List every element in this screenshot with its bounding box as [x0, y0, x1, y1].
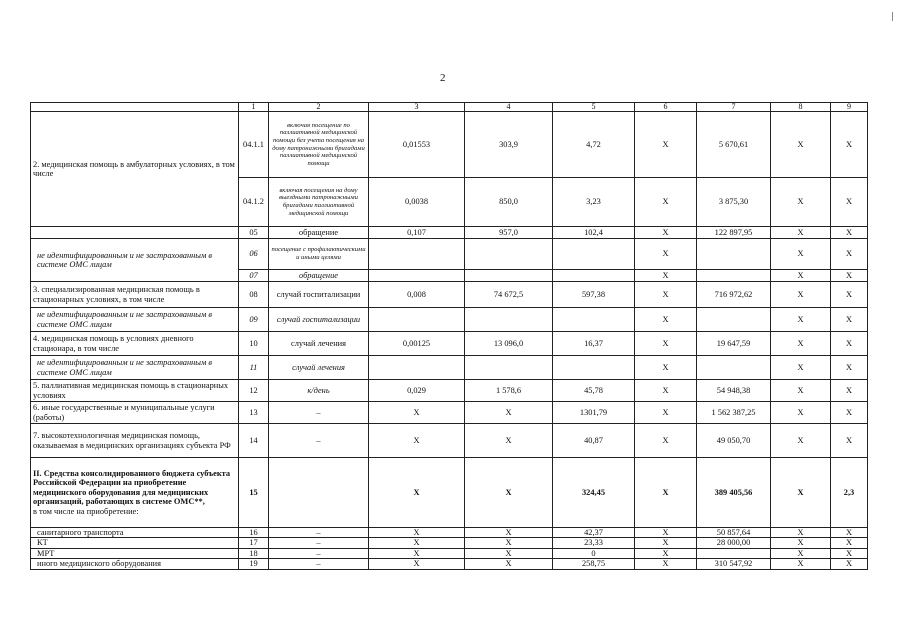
cell: X — [465, 458, 553, 528]
row-code: 12 — [239, 380, 269, 402]
cell: X — [771, 227, 831, 239]
cell: 310 547,92 — [697, 559, 771, 569]
row-label — [31, 458, 239, 528]
cell — [465, 308, 553, 332]
cell: X — [635, 332, 697, 356]
cell — [553, 239, 635, 270]
cell: X — [771, 402, 831, 424]
cell: 0,107 — [369, 227, 465, 239]
cell: X — [831, 112, 868, 178]
cell: X — [831, 227, 868, 239]
cell: X — [831, 380, 868, 402]
row-code: 06 — [239, 239, 269, 270]
row-code: 17 — [239, 538, 269, 548]
cell — [369, 239, 465, 270]
cell: X — [831, 548, 868, 558]
cell: X — [771, 380, 831, 402]
cell: X — [831, 270, 868, 282]
cell: 54 948,38 — [697, 380, 771, 402]
cell: 102,4 — [553, 227, 635, 239]
table-row — [31, 559, 868, 569]
header-cell: 5 — [553, 103, 635, 112]
cell: X — [771, 538, 831, 548]
cell: X — [771, 270, 831, 282]
cell: X — [369, 538, 465, 548]
cell: X — [635, 380, 697, 402]
row-unit: к/день — [269, 380, 369, 402]
cell: 2,3 — [831, 458, 868, 528]
cell: 28 000,00 — [697, 538, 771, 548]
row-label: иного медицинского оборудования — [31, 559, 239, 569]
cell: X — [635, 424, 697, 458]
cell: X — [771, 178, 831, 227]
cell: X — [771, 282, 831, 308]
cell: 122 897,95 — [697, 227, 771, 239]
cell: X — [771, 458, 831, 528]
cell: 850,0 — [465, 178, 553, 227]
cell — [697, 548, 771, 558]
cell: X — [771, 239, 831, 270]
cell: X — [831, 308, 868, 332]
table-row — [31, 308, 868, 332]
cell: X — [465, 559, 553, 569]
cell: 0,01553 — [369, 112, 465, 178]
row-code: 10 — [239, 332, 269, 356]
table-row — [31, 458, 868, 528]
column-number-row — [31, 103, 868, 112]
row-code: 04.1.1 — [239, 112, 269, 178]
cell: X — [369, 458, 465, 528]
cell: X — [635, 178, 697, 227]
cell — [369, 308, 465, 332]
row-label: МРТ — [31, 548, 239, 558]
cell: X — [465, 402, 553, 424]
section-sublabel: в том числе на приобретение: — [33, 506, 139, 516]
row-label: не идентифицированным и не застрахованным в системе ОМС лицам — [31, 239, 239, 282]
cell — [369, 356, 465, 380]
cell: X — [771, 112, 831, 178]
cell: X — [831, 528, 868, 538]
header-cell — [31, 103, 239, 112]
row-unit: – — [269, 538, 369, 548]
cell: X — [635, 270, 697, 282]
cell — [465, 270, 553, 282]
table-row — [31, 424, 868, 458]
row-code: 07 — [239, 270, 269, 282]
row-label: 3. специализированная медицинская помощь в стационарных условиях, в том числе — [31, 282, 239, 308]
table-row — [31, 239, 868, 270]
cell: 42,37 — [553, 528, 635, 538]
section-title: II. Средства консолидированного бюджета субъекта Российской Федерации на приобретение медицинского оборудования для медицинских организаций, работающих в системе ОМС**, — [33, 468, 231, 507]
cell: X — [369, 528, 465, 538]
cell: 19 647,59 — [697, 332, 771, 356]
cell: 1 578,6 — [465, 380, 553, 402]
cell: 23,33 — [553, 538, 635, 548]
cell — [553, 356, 635, 380]
page-number: 2 — [440, 72, 446, 84]
table-row — [31, 356, 868, 380]
financing-table — [30, 102, 868, 570]
cell: X — [635, 402, 697, 424]
row-unit: случай госпитализации — [269, 308, 369, 332]
row-code: 15 — [239, 458, 269, 528]
row-code: 19 — [239, 559, 269, 569]
header-cell: 8 — [771, 103, 831, 112]
row-unit: случай лечения — [269, 356, 369, 380]
cell: X — [635, 458, 697, 528]
cell — [465, 239, 553, 270]
cell: 0,008 — [369, 282, 465, 308]
cell: X — [635, 282, 697, 308]
table-row — [31, 282, 868, 308]
cell: X — [771, 548, 831, 558]
cell: X — [635, 356, 697, 380]
header-cell: 2 — [269, 103, 369, 112]
cell — [553, 270, 635, 282]
cell: X — [465, 538, 553, 548]
cell: X — [831, 178, 868, 227]
row-code: 11 — [239, 356, 269, 380]
table-row — [31, 227, 868, 239]
cell: 3 875,30 — [697, 178, 771, 227]
table-row — [31, 538, 868, 548]
table-row — [31, 112, 868, 178]
cell: X — [771, 424, 831, 458]
table-row — [31, 380, 868, 402]
cell — [465, 356, 553, 380]
cell: X — [369, 559, 465, 569]
cell: 597,38 — [553, 282, 635, 308]
cell: X — [771, 332, 831, 356]
cell: 389 405,56 — [697, 458, 771, 528]
cell: X — [831, 356, 868, 380]
cell: 40,87 — [553, 424, 635, 458]
cell: X — [831, 424, 868, 458]
cell: 74 672,5 — [465, 282, 553, 308]
cell: X — [635, 559, 697, 569]
row-code: 08 — [239, 282, 269, 308]
cell: X — [771, 528, 831, 538]
cell: X — [369, 424, 465, 458]
cell: X — [465, 548, 553, 558]
row-unit: – — [269, 528, 369, 538]
row-label: 6. иные государственные и муниципальные услуги (работы) — [31, 402, 239, 424]
row-unit: обращение — [269, 270, 369, 282]
table-row — [31, 548, 868, 558]
row-label: не идентифицированным и не застрахованным в системе ОМС лицам — [31, 308, 239, 332]
cell: 49 050,70 — [697, 424, 771, 458]
row-label: санитарного транспорта — [31, 528, 239, 538]
table-row — [31, 528, 868, 538]
header-cell: 9 — [831, 103, 868, 112]
cell: 3,23 — [553, 178, 635, 227]
cell: 45,78 — [553, 380, 635, 402]
cell: X — [831, 282, 868, 308]
cell: X — [831, 332, 868, 356]
cell: X — [635, 528, 697, 538]
cell: X — [635, 548, 697, 558]
cell: 258,75 — [553, 559, 635, 569]
row-code: 13 — [239, 402, 269, 424]
cell: X — [831, 239, 868, 270]
row-label: 2. медицинская помощь в амбулаторных условиях, в том числе — [31, 112, 239, 227]
row-label: 7. высокотехнологичная медицинская помощь, оказываемая в медицинских организациях субъекта РФ — [31, 424, 239, 458]
cell: 324,45 — [553, 458, 635, 528]
row-label: не идентифицированным и не застрахованным в системе ОМС лицам — [31, 356, 239, 380]
cell: X — [635, 308, 697, 332]
cell: X — [635, 538, 697, 548]
row-code: 16 — [239, 528, 269, 538]
row-unit: случай госпитализации — [269, 282, 369, 308]
row-code: 05 — [239, 227, 269, 239]
cell: 4,72 — [553, 112, 635, 178]
row-unit — [269, 458, 369, 528]
cell — [697, 356, 771, 380]
row-unit: включая посещения на дому выездными патронажными бригадами паллиативной медицинской помощи — [269, 178, 369, 227]
cell: 50 857,64 — [697, 528, 771, 538]
cell — [697, 239, 771, 270]
row-unit: – — [269, 559, 369, 569]
header-cell: 7 — [697, 103, 771, 112]
cell — [369, 270, 465, 282]
table-row — [31, 402, 868, 424]
row-unit: включая посещение по паллиативной медицинской помощи без учета посещения на дому патронажными бригадами паллиативной медицинской помощи — [269, 112, 369, 178]
row-unit: обращение — [269, 227, 369, 239]
table-row — [31, 332, 868, 356]
cell: 0 — [553, 548, 635, 558]
row-code: 18 — [239, 548, 269, 558]
row-unit: посещение с профилактическими и иными целями — [269, 239, 369, 270]
cell: 5 670,61 — [697, 112, 771, 178]
cell: X — [635, 239, 697, 270]
cell: X — [831, 402, 868, 424]
row-code: 09 — [239, 308, 269, 332]
cell: X — [465, 528, 553, 538]
row-unit: случай лечения — [269, 332, 369, 356]
cell: X — [635, 227, 697, 239]
row-unit: – — [269, 402, 369, 424]
cell: 0,029 — [369, 380, 465, 402]
cell: X — [771, 356, 831, 380]
header-cell: 3 — [369, 103, 465, 112]
cell: 0,00125 — [369, 332, 465, 356]
header-cell: 4 — [465, 103, 553, 112]
row-label: 4. медицинская помощь в условиях дневного стационара, в том числе — [31, 332, 239, 356]
cell: X — [635, 112, 697, 178]
row-code: 04.1.2 — [239, 178, 269, 227]
cell: 716 972,62 — [697, 282, 771, 308]
header-cell: 6 — [635, 103, 697, 112]
cell: X — [771, 308, 831, 332]
row-code: 14 — [239, 424, 269, 458]
cell: 13 096,0 — [465, 332, 553, 356]
row-label: 5. паллиативная медицинская помощь в стационарных условиях — [31, 380, 239, 402]
cell — [697, 270, 771, 282]
cell: X — [369, 402, 465, 424]
cell — [553, 308, 635, 332]
cell: X — [831, 559, 868, 569]
cell: 957,0 — [465, 227, 553, 239]
row-label — [31, 227, 239, 239]
row-unit: – — [269, 548, 369, 558]
cell: 303,9 — [465, 112, 553, 178]
row-unit: – — [269, 424, 369, 458]
row-label: КТ — [31, 538, 239, 548]
cell — [697, 308, 771, 332]
cell: X — [831, 538, 868, 548]
cell: 1 562 387,25 — [697, 402, 771, 424]
cell: 16,37 — [553, 332, 635, 356]
cell: 1301,79 — [553, 402, 635, 424]
scan-mark — [892, 12, 893, 21]
cell: X — [465, 424, 553, 458]
cell: X — [369, 548, 465, 558]
cell: 0,0038 — [369, 178, 465, 227]
cell: X — [771, 559, 831, 569]
header-cell: 1 — [239, 103, 269, 112]
